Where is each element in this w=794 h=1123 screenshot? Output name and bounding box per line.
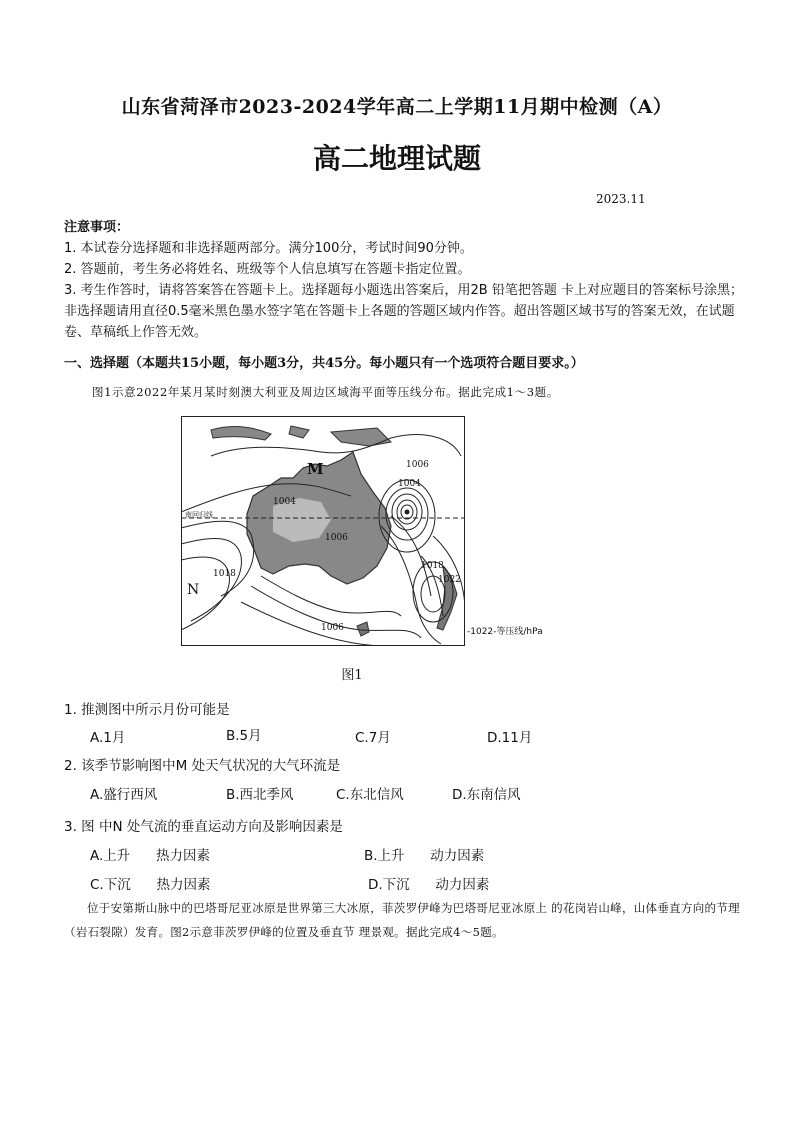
option-c[interactable]: C.东北信风 (336, 787, 404, 803)
passage: 位于安第斯山脉中的巴塔哥尼亚冰原是世界第三大冰原，菲茨罗伊峰为巴塔哥尼亚冰原上 的花岗岩山峰，山体垂直方向的节理（岩石裂隙）发育。图2示意菲茨罗伊峰的位置及垂直节 理景观。据此完成4～5题。 (64, 901, 740, 939)
question-stem: 1. 推测图中所示月份可能是 (64, 702, 230, 718)
note-item: 3. 考生作答时，请将答案答在答题卡上。选择题每小题选出答案后，用2B 铅笔把答题 卡上对应题目的答案标号涂黑；非选择题请用直径0.5毫米黑色墨水签字笔在答题卡上各题的答题区域内作答。超出答题区域书写的答案无效，在试题卷、草稿纸上作答无效。 (64, 283, 743, 340)
option-c[interactable]: C.下沉 热力因素 (90, 877, 211, 893)
isobar-label: 1018 (213, 569, 236, 579)
note-item: 1. 本试卷分选择题和非选择题两部分。满分100分，考试时间90分钟。 (64, 241, 473, 256)
isobar-label: 1004 (273, 497, 296, 507)
option-d[interactable]: D.11月 (487, 730, 533, 746)
exam-title: 山东省菏泽市2023-2024学年高二上学期11月期中检测（A） (121, 96, 673, 118)
notes-heading: 注意事项： (64, 220, 130, 235)
point-m-label: M (307, 460, 324, 478)
option-b[interactable]: B.5月 (226, 728, 262, 744)
isobar-label: 1018 (421, 561, 444, 571)
tropic-label: 南回归线 (185, 511, 213, 519)
isobar-label: 1006 (406, 460, 429, 470)
exam-date: 2023.11 (596, 192, 646, 206)
isobar-label: 1022 (438, 575, 461, 585)
isobar-label: 1004 (398, 479, 421, 489)
option-a[interactable]: A.盛行西风 (90, 787, 158, 803)
figure-caption: 图1 (341, 668, 363, 683)
exam-subtitle: 高二地理试题 (312, 142, 481, 175)
option-c[interactable]: C.7月 (355, 730, 391, 746)
question-stem: 2. 该季节影响图中M 处天气状况的大气环流是 (64, 758, 341, 774)
option-b[interactable]: B.西北季风 (226, 787, 294, 803)
option-d[interactable]: D.下沉 动力因素 (368, 877, 490, 893)
map-legend: -1022-等压线/hPa (467, 627, 543, 637)
option-b[interactable]: B.上升 动力因素 (364, 848, 485, 864)
option-a[interactable]: A.1月 (90, 730, 126, 746)
section-heading: 一、选择题（本题共15小题，每小题3分，共45分。每小题只有一个选项符合题目要求。） (64, 356, 584, 371)
option-a[interactable]: A.上升 热力因素 (90, 848, 211, 864)
option-d[interactable]: D.东南信风 (452, 787, 521, 803)
isobar-label: 1006 (321, 623, 344, 633)
point-n-label: N (187, 582, 200, 598)
question-stem: 3. 图 中N 处气流的垂直运动方向及影响因素是 (64, 819, 343, 835)
isobar-map (181, 416, 465, 646)
isobar-label: 1006 (325, 533, 348, 543)
figure-intro: 图1示意2022年某月某时刻澳大利亚及周边区域海平面等压线分布。据此完成1～3题。 (92, 385, 559, 399)
note-item: 2. 答题前，考生务必将姓名、班级等个人信息填写在答题卡指定位置。 (64, 262, 471, 277)
